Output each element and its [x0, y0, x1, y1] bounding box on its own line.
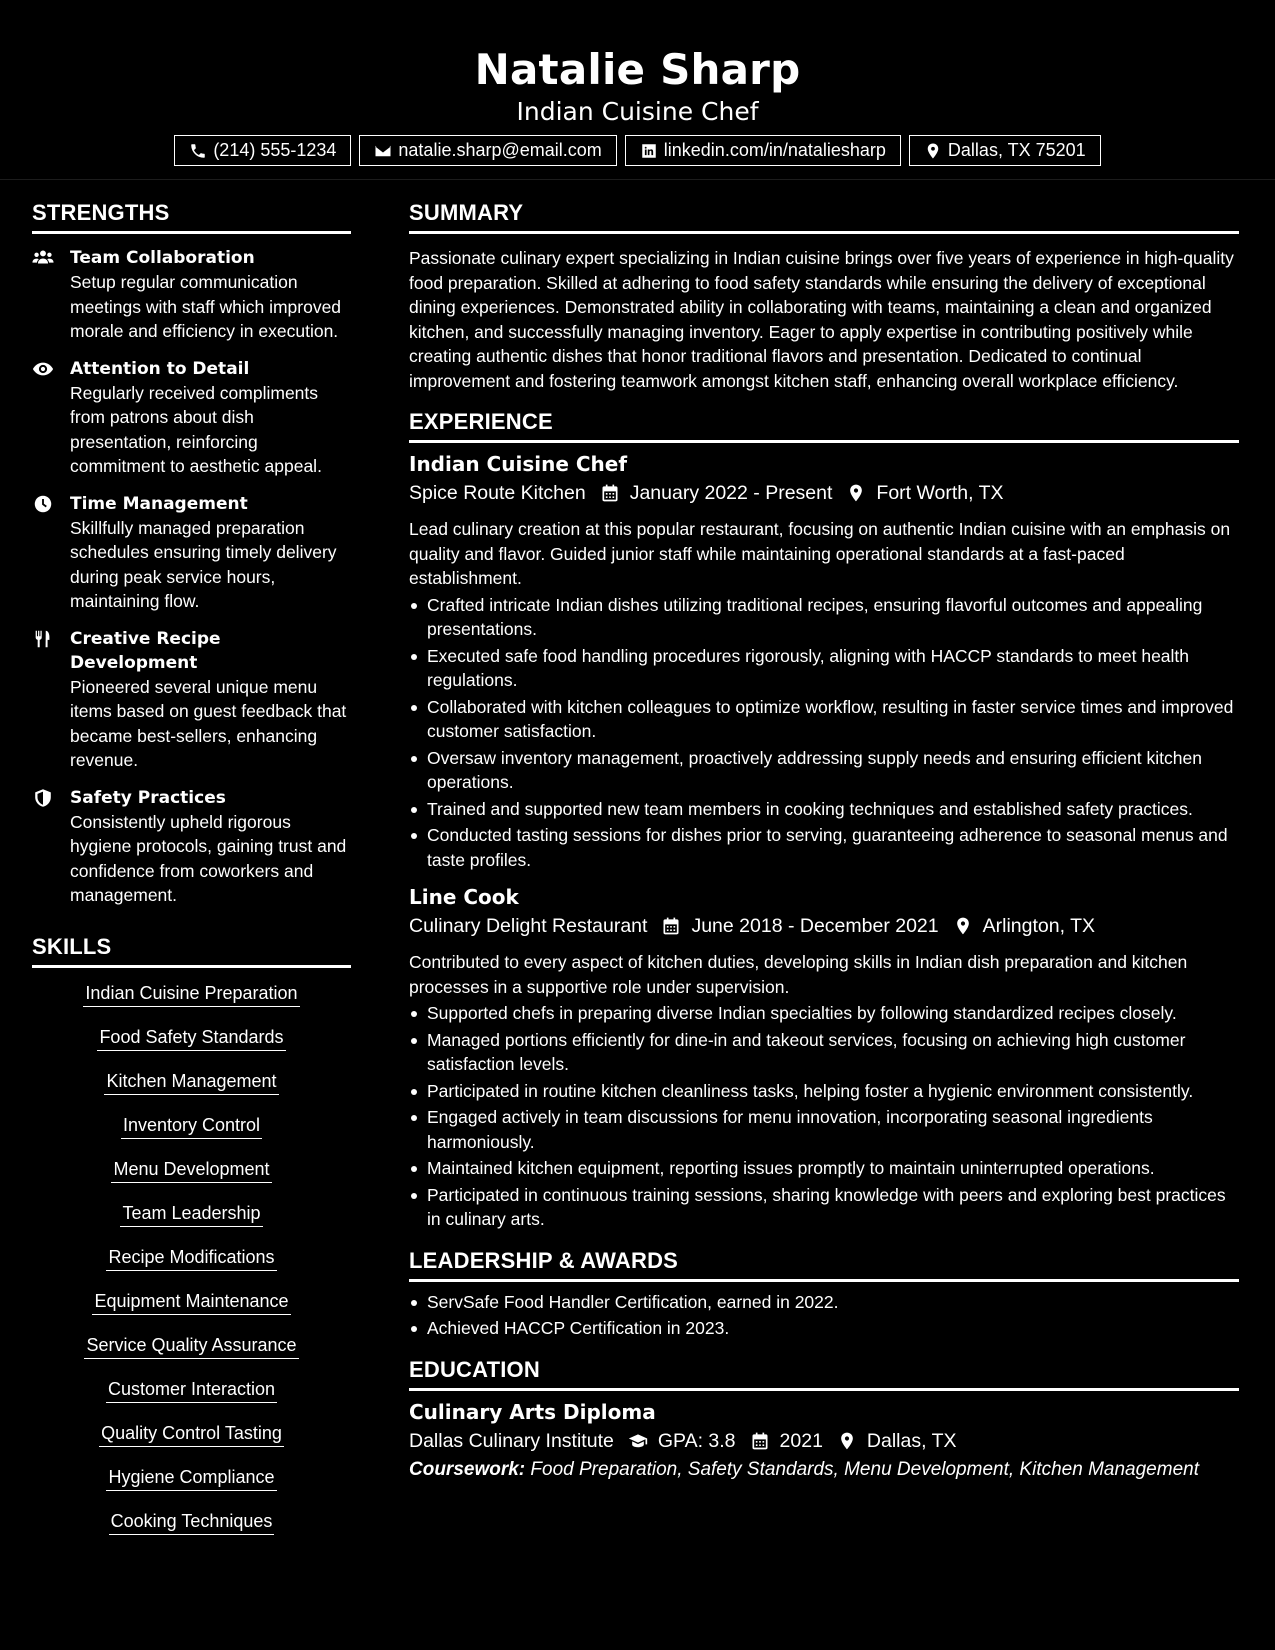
clock-icon	[32, 494, 54, 514]
skill-tag: Service Quality Assurance	[84, 1332, 298, 1359]
candidate-title: Indian Cuisine Chef	[516, 97, 759, 126]
calendar-icon	[661, 916, 681, 936]
award-item: Achieved HACCP Certification in 2023.	[427, 1316, 1239, 1341]
calendar-icon	[750, 1431, 770, 1451]
job-company: Spice Route Kitchen	[409, 482, 586, 504]
skill-tag: Team Leadership	[120, 1200, 262, 1227]
skill-tag: Kitchen Management	[104, 1068, 278, 1095]
experience-heading: EXPERIENCE	[409, 407, 1239, 443]
job-description: Lead culinary creation at this popular restaurant, focusing on authentic Indian cuisine with an emphasis on quality and flavor. Guided junior staff while maintaining operational standards at a fast-paced establishment.	[409, 519, 1231, 588]
contact-location[interactable]	[909, 135, 1101, 166]
strengths-heading: STRENGTHS	[32, 198, 351, 234]
job-bullet: Participated in continuous training sessions, sharing knowledge with peers and exploring best practices in culinary arts.	[427, 1183, 1239, 1232]
job-bullet: Managed portions efficiently for dine-in and takeout services, focusing on achieving high customer satisfaction levels.	[427, 1028, 1239, 1077]
gpa: GPA: 3.8	[657, 1429, 736, 1452]
skill-tag: Customer Interaction	[106, 1376, 277, 1403]
summary-heading: SUMMARY	[409, 198, 1239, 234]
contact-phone-text: (214) 555-1234	[213, 140, 337, 160]
left-column	[32, 198, 351, 1552]
job-bullet: Crafted intricate Indian dishes utilizing traditional recipes, ensuring flavorful outcomes and appealing presentations.	[427, 593, 1239, 642]
contact-email[interactable]	[359, 135, 616, 166]
candidate-name: Natalie Sharp	[474, 45, 801, 94]
skill-tag: Inventory Control	[121, 1112, 262, 1139]
phone-icon	[189, 142, 207, 160]
job-bullets	[409, 593, 1239, 873]
strength-item	[32, 627, 351, 773]
graduation-year: 2021	[779, 1429, 823, 1452]
skill-tag: Equipment Maintenance	[92, 1288, 290, 1315]
job-dates: January 2022 - Present	[629, 482, 833, 504]
strength-name: Attention to Detail	[70, 358, 250, 379]
right-column	[409, 198, 1239, 1483]
strength-item	[32, 786, 351, 908]
skills-heading: SKILLS	[32, 932, 351, 968]
job-bullet: Trained and supported new team members in cooking techniques and established safety practices.	[427, 797, 1239, 822]
job-bullet: Supported chefs in preparing diverse Indian specialties by following standardized recipes closely.	[427, 1001, 1239, 1026]
school-name: Dallas Culinary Institute	[409, 1429, 614, 1452]
contact-linkedin[interactable]	[625, 135, 901, 166]
location-pin-icon	[837, 1431, 857, 1451]
contact-bar	[0, 135, 1275, 166]
job-bullet: Conducted tasting sessions for dishes prior to serving, guaranteeing adherence to seasonal menus and taste profiles.	[427, 823, 1239, 872]
job-bullet: Maintained kitchen equipment, reporting issues promptly to maintain uninterrupted operations.	[427, 1156, 1239, 1181]
job-entry	[409, 884, 1239, 1232]
skill-tag: Quality Control Tasting	[99, 1420, 284, 1447]
contact-linkedin-text: linkedin.com/in/nataliesharp	[663, 140, 886, 160]
awards-list	[409, 1290, 1239, 1341]
job-dates: June 2018 - December 2021	[691, 915, 939, 937]
strength-name: Time Management	[70, 493, 248, 514]
contact-phone[interactable]	[174, 135, 351, 166]
eye-icon	[32, 359, 54, 379]
strength-item	[32, 357, 351, 479]
strength-desc: Regularly received compliments from patrons about dish presentation, reinforcing commitment to aesthetic appeal.	[70, 382, 322, 476]
job-bullet: Engaged actively in team discussions for menu innovation, incorporating seasonal ingredients harmoniously.	[427, 1105, 1239, 1154]
strength-desc: Skillfully managed preparation schedules ensuring timely delivery during peak service hours, maintaining flow.	[70, 517, 337, 611]
education-heading: EDUCATION	[409, 1355, 1239, 1391]
job-bullet: Participated in routine kitchen cleanliness tasks, helping foster a hygienic environment consistently.	[427, 1079, 1239, 1104]
education-meta	[409, 1425, 1239, 1457]
strength-desc: Setup regular communication meetings with staff which improved morale and efficiency in execution.	[70, 272, 342, 341]
linkedin-icon	[640, 142, 658, 160]
envelope-icon	[374, 142, 392, 160]
skills-list	[32, 980, 351, 1535]
location-pin-icon	[846, 483, 866, 503]
coursework-list: Food Preparation, Safety Standards, Menu Development, Kitchen Management	[530, 1458, 1199, 1480]
utensils-icon	[32, 629, 54, 649]
shield-icon	[32, 788, 54, 808]
job-bullet: Executed safe food handling procedures rigorously, aligning with HACCP standards to meet health regulations.	[427, 644, 1239, 693]
strength-item	[32, 492, 351, 614]
location-pin-icon	[924, 142, 942, 160]
school-location: Dallas, TX	[866, 1429, 957, 1452]
job-meta	[409, 477, 1239, 509]
degree-name: Culinary Arts Diploma	[409, 1399, 656, 1424]
graduation-cap-icon	[628, 1431, 648, 1451]
job-bullet: Collaborated with kitchen colleagues to optimize workflow, resulting in faster service times and improved customer satisfaction.	[427, 695, 1239, 744]
contact-location-text: Dallas, TX 75201	[947, 140, 1086, 160]
calendar-icon	[600, 483, 620, 503]
awards-heading: LEADERSHIP & AWARDS	[409, 1246, 1239, 1282]
education-entry	[409, 1399, 1239, 1483]
job-title: Indian Cuisine Chef	[409, 452, 628, 476]
job-bullet: Oversaw inventory management, proactively addressing supply needs and ensuring efficient kitchen operations.	[427, 746, 1239, 795]
job-location: Fort Worth, TX	[876, 482, 1004, 504]
skill-tag: Menu Development	[111, 1156, 271, 1183]
strength-item	[32, 246, 351, 344]
skill-tag: Cooking Techniques	[109, 1508, 275, 1535]
job-title: Line Cook	[409, 885, 519, 909]
strength-name: Creative Recipe Development	[70, 628, 221, 673]
strength-name: Team Collaboration	[70, 248, 255, 268]
strength-desc: Consistently upheld rigorous hygiene protocols, gaining trust and confidence from coworkers and management.	[70, 811, 347, 905]
skill-tag: Indian Cuisine Preparation	[83, 980, 299, 1007]
strength-name: Safety Practices	[70, 787, 226, 808]
skill-tag: Food Safety Standards	[97, 1024, 285, 1051]
job-location: Arlington, TX	[982, 915, 1095, 937]
job-company: Culinary Delight Restaurant	[409, 915, 648, 937]
strength-desc: Pioneered several unique menu items based on guest feedback that became best-sellers, enhancing revenue.	[70, 676, 347, 770]
job-description: Contributed to every aspect of kitchen duties, developing skills in Indian dish preparation and kitchen processes in a supportive role under supervision.	[409, 952, 1188, 997]
skill-tag: Hygiene Compliance	[106, 1464, 276, 1491]
users-icon	[32, 248, 54, 268]
coursework-label: Coursework:	[409, 1458, 526, 1480]
summary-text: Passionate culinary expert specializing in Indian cuisine brings over five years of experience in high-quality food preparation. Skilled at adhering to food safety standards while ensuring the delivery of exceptional dining experiences. Demonstrated ability in collaborating with teams, maintaining a clean and organized kitchen, and successfully managing inventory. Eager to apply expertise in contributing positively while creating authentic dishes that honor traditional flavors and presentation. Dedicated to continual improvement and fostering teamwork amongst kitchen staff, enhancing overall workplace efficiency.	[409, 248, 1234, 391]
job-meta	[409, 910, 1239, 942]
skill-tag: Recipe Modifications	[106, 1244, 276, 1271]
location-pin-icon	[953, 916, 973, 936]
award-item: ServSafe Food Handler Certification, earned in 2022.	[427, 1290, 1239, 1315]
coursework	[409, 1457, 1239, 1483]
job-bullets	[409, 1001, 1239, 1232]
job-entry	[409, 451, 1239, 872]
header	[0, 0, 1275, 180]
contact-email-text: natalie.sharp@email.com	[398, 140, 602, 160]
